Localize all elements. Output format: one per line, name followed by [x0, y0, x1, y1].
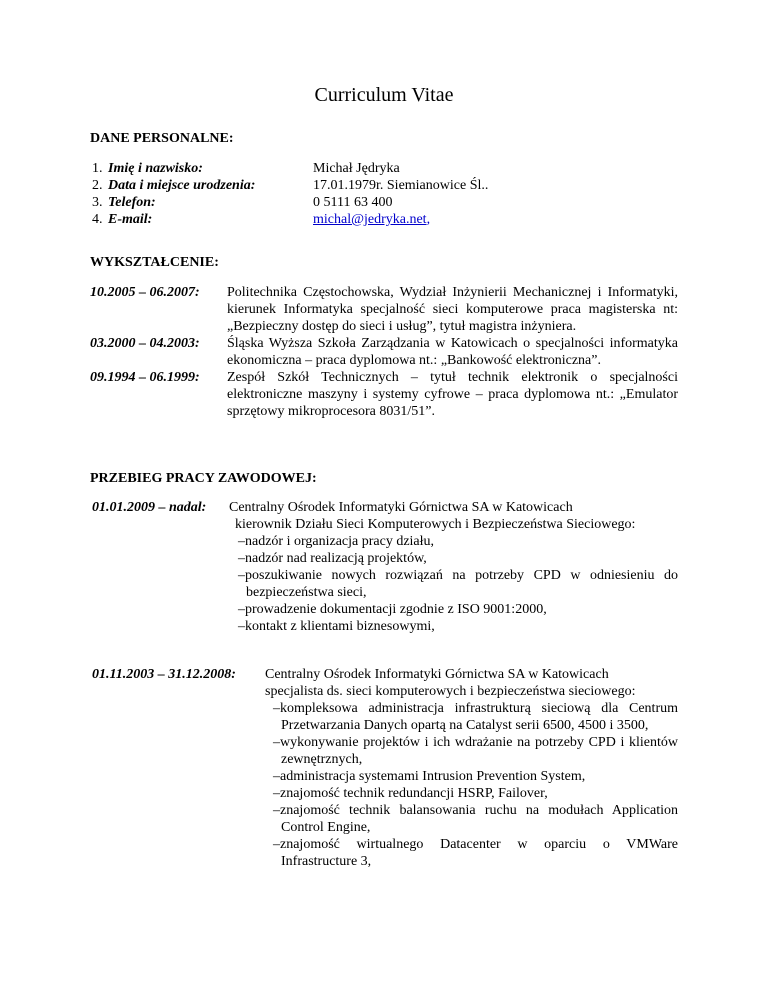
- job-bullet: – znajomość wirtualnego Datacenter w oparciu o VMWare Infrastructure 3,: [265, 836, 678, 870]
- job-bullet: – nadzór nad realizacją projektów,: [229, 550, 678, 567]
- job-entry: [92, 666, 678, 870]
- education-entry: [90, 335, 678, 369]
- job-bullet: – kontakt z klientami biznesowymi,: [229, 618, 678, 635]
- job-role: kierownik Działu Sieci Komputerowych i Bezpieczeństwa Sieciowego:: [235, 517, 636, 532]
- job-role: specjalista ds. sieci komputerowych i bezpieczeństwa sieciowego:: [265, 684, 636, 699]
- education-dates: 03.2000 – 04.2003:: [90, 336, 200, 351]
- personal-row-value: 0 5111 63 400: [313, 195, 393, 210]
- personal-section-heading: DANE PERSONALNE:: [90, 131, 234, 146]
- personal-row-number: 1.: [92, 161, 103, 176]
- education-entry: [90, 284, 678, 335]
- personal-row-label: E-mail:: [108, 212, 153, 227]
- job-bullet: – nadzór i organizacja pracy działu,: [229, 533, 678, 550]
- job-dates: 01.11.2003 – 31.12.2008:: [92, 667, 236, 682]
- personal-row: [92, 177, 678, 194]
- education-list: [90, 284, 678, 420]
- personal-row: [92, 194, 678, 211]
- job-bullet: – znajomość technik balansowania ruchu na modułach Application Control Engine,: [265, 802, 678, 836]
- job-bullet: – wykonywanie projektów i ich wdrażanie na potrzeby CPD i klientów zewnętrznych,: [265, 734, 678, 768]
- job-entry: [92, 499, 678, 635]
- personal-row-number: 2.: [92, 178, 103, 193]
- personal-row: [92, 160, 678, 177]
- personal-row-label: Data i miejsce urodzenia:: [108, 178, 256, 193]
- experience-section-heading: PRZEBIEG PRACY ZAWODOWEJ:: [90, 471, 317, 486]
- job-bullet: – znajomość technik redundancji HSRP, Failover,: [265, 785, 678, 802]
- job-company: Centralny Ośrodek Informatyki Górnictwa SA w Katowicach: [229, 500, 573, 515]
- job-bullet: – poszukiwanie nowych rozwiązań na potrzeby CPD w odniesieniu do bezpieczeństwa sieci,: [229, 567, 678, 601]
- education-dates: 10.2005 – 06.2007:: [90, 285, 200, 300]
- personal-list: [92, 160, 678, 228]
- personal-row-value: Michał Jędryka: [313, 161, 400, 176]
- document-title: Curriculum Vitae: [314, 84, 454, 106]
- personal-row-label: Telefon:: [108, 195, 156, 210]
- personal-row-value: 17.01.1979r. Siemianowice Śl..: [313, 178, 489, 193]
- job-bullets: [229, 533, 678, 635]
- job-bullets: [265, 700, 678, 870]
- email-link[interactable]: michal@jedryka.net: [313, 212, 427, 227]
- education-dates: 09.1994 – 06.1999:: [90, 370, 200, 385]
- job-bullet: – kompleksowa administracja infrastrukturą sieciową dla Centrum Przetwarzania Danych opartą na Catalyst serii 6500, 4500 i 3500,: [265, 700, 678, 734]
- education-description: Politechnika Częstochowska, Wydział Inżynierii Mechanicznej i Informatyki, kierunek Informatyka specjalność sieci komputerowe praca magisterska nt: „Bezpieczny dostęp do sieci i usług”, tytuł magistra inżyniera.: [227, 285, 678, 334]
- personal-row: [92, 211, 678, 228]
- job-bullet: – prowadzenie dokumentacji zgodnie z ISO 9001:2000,: [229, 601, 678, 618]
- job-dates: 01.01.2009 – nadal:: [92, 500, 207, 515]
- personal-row-label: Imię i nazwisko:: [108, 161, 203, 176]
- email-suffix: ,: [426, 212, 431, 227]
- education-section-heading: WYKSZTAŁCENIE:: [90, 255, 219, 270]
- job-company: Centralny Ośrodek Informatyki Górnictwa SA w Katowicach: [265, 667, 609, 682]
- education-entry: [90, 369, 678, 420]
- education-description: Zespół Szkół Technicznych – tytuł technik elektronik o specjalności elektroniczne maszyny i systemy cyfrowe – praca dyplomowa nt.: „Emulator sprzętowy mikroprocesora 8031/51”.: [227, 370, 678, 419]
- personal-row-number: 3.: [92, 195, 103, 210]
- education-description: Śląska Wyższa Szkoła Zarządzania w Katowicach o specjalności informatyka ekonomiczna – praca dyplomowa nt.: „Bankowość elektroniczna”.: [227, 336, 678, 368]
- personal-row-number: 4.: [92, 212, 103, 227]
- personal-row-value: [313, 211, 678, 228]
- job-bullet: – administracja systemami Intrusion Prevention System,: [265, 768, 678, 785]
